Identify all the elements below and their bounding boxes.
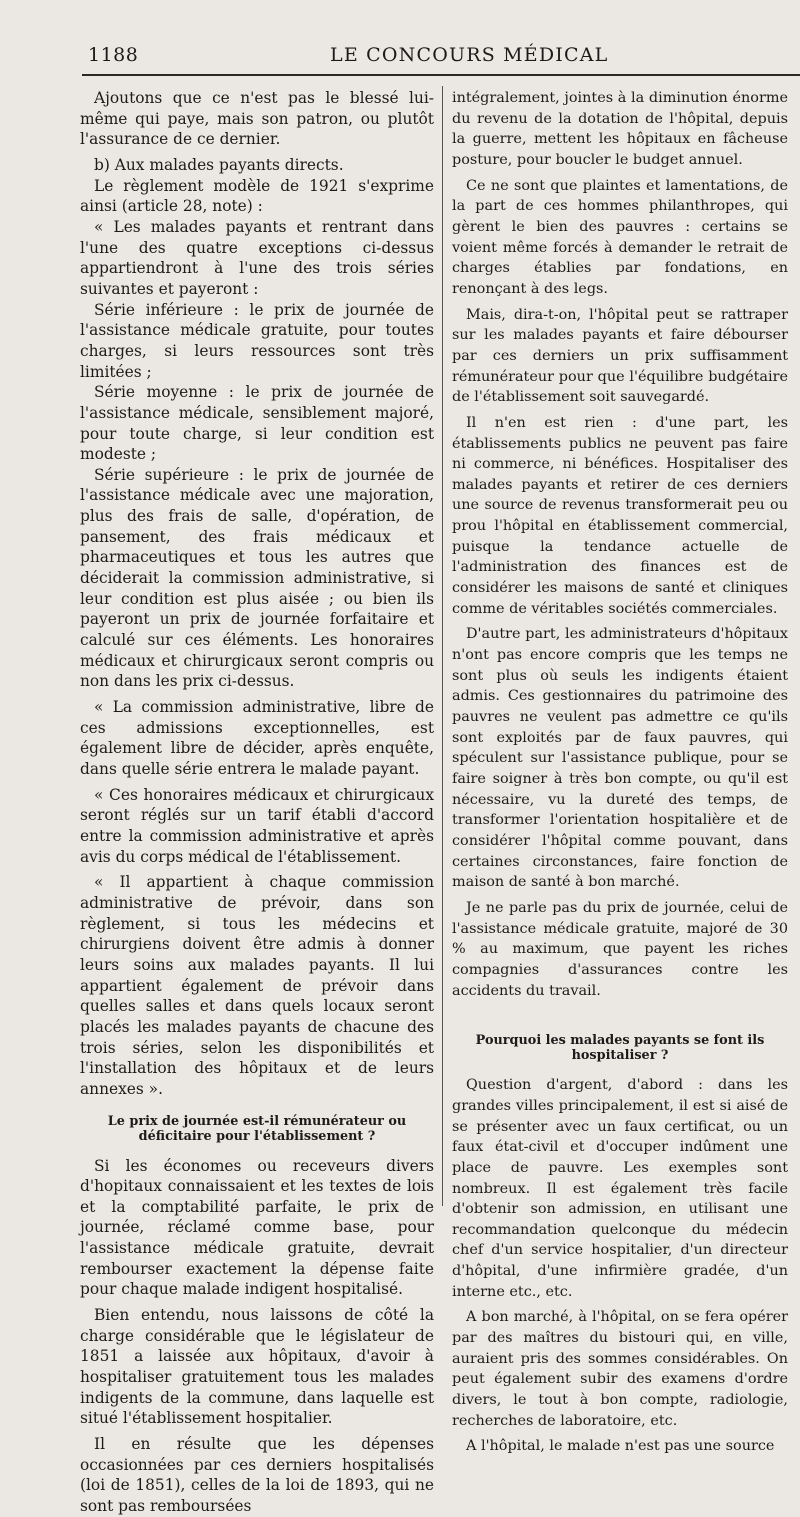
paragraph: Il en résulte que les dépenses occasionnées par ces derniers hospitalisés (loi de 1851), celles de la loi de 1893, qui ne sont pas remboursées [80, 1435, 434, 1515]
paragraph: Mais, dira-t-on, l'hôpital peut se rattraper sur les malades payants et faire débourser par ces derniers un prix suffisamment rémunérateur pour que l'équilibre budgétaire de l'établissement soit sauvegardé. [452, 306, 788, 406]
header-rule [82, 74, 800, 76]
paragraph: Le règlement modèle de 1921 s'exprime ainsi (article 28, note) : [80, 176, 434, 216]
page-number: 1188 [88, 44, 139, 66]
paragraph: Série moyenne : le prix de journée de l'assistance médicale, sensiblement majoré, pour toute charge, si leur condition est modeste ; [80, 383, 434, 464]
paragraph: « Ces honoraires médicaux et chirurgicaux seront réglés sur un tarif établi d'accord entre la commission administrative et après avis du corps médical de l'établissement. [80, 785, 434, 866]
paragraph: Ajoutons que ce n'est pas le blessé lui-même qui paye, mais son patron, ou plutôt l'assurance de ce dernier. [80, 89, 434, 149]
paragraph: Si les économes ou receveurs divers d'hopitaux connaissaient et les textes de lois et la comptabilité parfaite, le prix de journée, réclamé comme base, pour l'assistance médicale gratuite, devrait rembourser exactement la dépense faite pour chaque malade indigent hospitalisé. [80, 1156, 434, 1299]
paragraph: Bien entendu, nous laissons de côté la charge considérable que le législateur de 1851 a laissée aux hôpitaux, d'avoir à hospitaliser gratuitement tous les malades indigents de la commune, dans laquelle est situé l'établissement hospitalier. [80, 1306, 434, 1428]
paragraph: Série inférieure : le prix de journée de l'assistance médicale gratuite, pour toutes charges, si leurs ressources sont très limitées ; [80, 300, 434, 381]
left-column [80, 88, 434, 1515]
paragraph: Il n'en est rien : d'une part, les établissements publics ne peuvent pas faire ni commerce, ni bénéfices. Hospitaliser des malades payants et retirer de ces derniers une source de revenus transformerait peu ou prou l'hôpital en établissement commercial, puisque la tendance actuelle de l'administration des finances est de considérer les maisons de santé et cliniques comme de véritables sociétés commerciales. [452, 414, 788, 617]
column-divider [442, 86, 443, 1206]
paragraph: « Les malades payants et rentrant dans l'une des quatre exceptions ci-dessus appartiendront à l'une des trois séries suivantes et payeront : [80, 217, 434, 298]
section-heading: Pourquoi les malades payants se font ils hospitaliser ? [475, 1033, 765, 1064]
right-column [452, 88, 788, 1455]
paragraph: A l'hôpital, le malade n'est pas une source [466, 1438, 775, 1455]
paragraph: intégralement, jointes à la diminution énorme du revenu de la dotation de l'hôpital, depuis la guerre, mettent les hôpitaux en fâcheuse posture, pour boucler le budget annuel. [452, 90, 788, 168]
section-heading: Le prix de journée est-il rémunérateur ou déficitaire pour l'établissement ? [107, 1113, 407, 1144]
paragraph: D'autre part, les administrateurs d'hôpitaux n'ont pas encore compris que les temps ne sont plus où seuls les indigents étaient admis. Ces gestionnaires du patrimoine des pauvres ne veulent pas admettre ce qu'ils sont exploités par de faux pauvres, qui spéculent sur l'assistance publique, pour se faire soigner à très bon compte, ou qu'il est nécessaire, vu la dureté des temps, de transformer l'orientation hospitalière et de considérer l'hôpital comme pouvant, dans certaines circonstances, faire fonction de maison de santé à bon marché. [452, 626, 788, 891]
paragraph: Série supérieure : le prix de journée de l'assistance médicale avec une majoration, plus des frais de salle, d'opération, de pansement, des frais médicaux et pharmaceutiques et tous les autres que déciderait la commission administrative, si leur condition est plus aisée ; ou bien ils payeront un prix de journée forfaitaire et calculé sur ces éléments. Les honoraires médicaux et chirurgicaux seront compris ou non dans les prix ci-dessus. [80, 465, 434, 691]
paragraph: Ce ne sont que plaintes et lamentations, de la part de ces hommes philanthropes, qui gèrent le bien des pauvres : certains se voient même forcés à demander le retrait de charges établies par fondations, en renonçant à des legs. [452, 177, 788, 297]
paragraph: A bon marché, à l'hôpital, on se fera opérer par des maîtres du bistouri qui, en ville, auraient pris des sommes considérables. On peut également subir des examens d'ordre divers, le tout à bon compte, radiologie, recherches de laboratoire, etc. [452, 1309, 788, 1429]
page-header [88, 44, 800, 74]
paragraph: Question d'argent, d'abord : dans les grandes villes principalement, il est si aisé de se présenter avec un faux certificat, ou un faux état-civil et d'occuper indûment une place de pauvre. Les exemples sont nombreux. Il est également très facile d'obtenir son admission, en utilisant une recommandation quelconque du médecin chef d'un service hospitalier, d'un directeur d'hôpital, d'une infirmière gradée, d'un interne etc., etc. [452, 1077, 788, 1300]
journal-title: LE CONCOURS MÉDICAL [330, 44, 609, 66]
paragraph: « Il appartient à chaque commission administrative de prévoir, dans son règlement, si tous les médecins et chirurgiens doivent être admis à donner leurs soins aux malades payants. Il lui appartient également de prévoir dans quelles salles et dans quels locaux seront placés les malades payants de chacune des trois séries, selon les disponibilités et l'installation des hôpitaux et de leurs annexes ». [80, 873, 434, 1098]
paragraph: b) Aux malades payants directs. [94, 155, 344, 174]
paragraph: Je ne parle pas du prix de journée, celui de l'assistance médicale gratuite, majoré de 30 % au maximum, que payent les riches compagnies d'assurances contre les accidents du travail. [452, 899, 788, 999]
paragraph: « La commission administrative, libre de ces admissions exceptionnelles, est également libre de décider, après enquête, dans quelle série entrera le malade payant. [80, 698, 434, 778]
